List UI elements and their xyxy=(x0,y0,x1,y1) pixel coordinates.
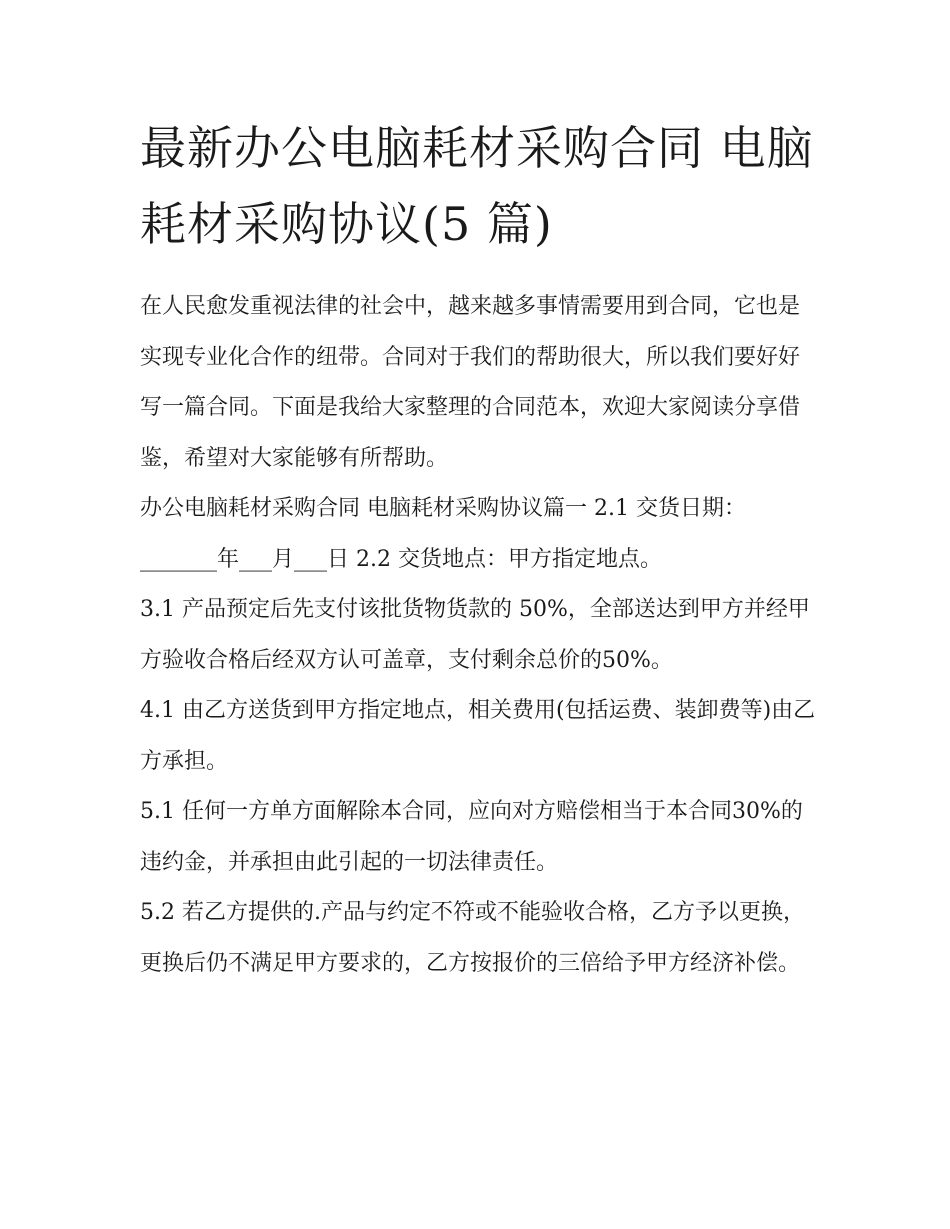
document-page xyxy=(140,110,820,989)
paragraph-shipping: 4.1 由乙方送货到甲方指定地点，相关费用(包括运费、装卸费等)由乙方承担。 xyxy=(140,698,816,774)
paragraph-payment: 3.1 产品预定后先支付该批货物货款的 50%，全部送达到甲方并经甲方验收合格后经双方认可盖章，支付剩余总价的50%。 xyxy=(140,597,810,673)
document-title: 最新办公电脑耗材采购合同 电脑耗材采购协议(5 篇) xyxy=(140,121,814,251)
document-body xyxy=(140,282,820,989)
paragraph-compensation: 5.2 若乙方提供的.产品与约定不符或不能验收合格，乙方予以更换，更换后仍不满足甲方要求的，乙方按报价的三倍给予甲方经济补偿。 xyxy=(140,900,805,976)
paragraph-termination: 5.1 任何一方单方面解除本合同，应向对方赔偿相当于本合同30%的违约金，并承担由此引起的一切法律责任。 xyxy=(140,799,803,875)
paragraph-intro: 在人民愈发重视法律的社会中，越来越多事情需要用到合同，它也是实现专业化合作的纽带。合同对于我们的帮助很大，所以我们要好好写一篇合同。下面是我给大家整理的合同范本，欢迎大家阅读分享借鉴，希望对大家能够有所帮助。 xyxy=(140,294,801,471)
paragraph-delivery: 办公电脑耗材采购合同 电脑耗材采购协议篇一 2.1 交货日期：_______年___月___日 2.2 交货地点：甲方指定地点。 xyxy=(140,496,746,572)
